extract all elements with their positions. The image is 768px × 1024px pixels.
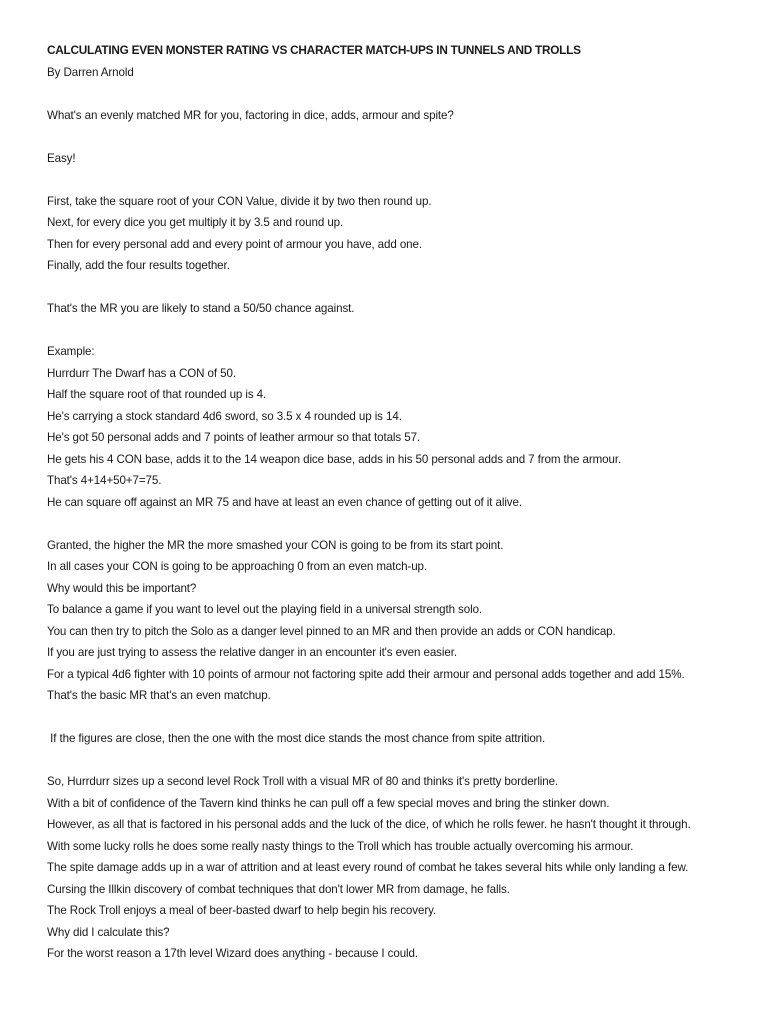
step-line: Then for every personal add and every point of armour you have, add one. — [47, 237, 422, 251]
discussion-line: You can then try to pitch the Solo as a danger level pinned to an MR and then provide an adds or CON handicap. — [47, 624, 616, 638]
example-line: He's got 50 personal adds and 7 points of leather armour so that totals 57. — [47, 431, 421, 444]
story-line: The Rock Troll enjoys a meal of beer-basted dwarf to help begin his recovery. — [47, 904, 437, 917]
discussion-line: That's the basic MR that's an even matchup. — [47, 689, 271, 702]
byline: By Darren Arnold — [47, 65, 134, 79]
story-line: Why did I calculate this? — [47, 925, 170, 939]
spacer — [47, 320, 747, 342]
discussion-line: If you are just trying to assess the relative danger in an encounter it's even easier. — [47, 646, 457, 659]
discussion-line: For a typical 4d6 fighter with 10 points of armour not factoring spite add their armour and personal adds together and add 15%. — [47, 667, 685, 681]
story-line: For the worst reason a 17th level Wizard does anything - because I could. — [47, 947, 418, 960]
story-line: However, as all that is factored in his personal adds and the luck of the dice, of which he rolls fewer. he hasn't thought it through. — [47, 818, 691, 831]
example-line: He can square off against an MR 75 and have at least an even chance of getting out of it alive. — [47, 495, 522, 509]
story-line: So, Hurrdurr sizes up a second level Rock Troll with a visual MR of 80 and thinks it's pretty borderline. — [47, 775, 559, 788]
discussion-line: Why would this be important? — [47, 581, 197, 595]
example-line: Hurrdurr The Dwarf has a CON of 50. — [47, 366, 236, 380]
story-line: Cursing the Illkin discovery of combat techniques that don't lower MR from damage, he falls. — [47, 882, 510, 896]
result-line: That's the MR you are likely to stand a 50/50 chance against. — [47, 302, 355, 315]
discussion-line: Granted, the higher the MR the more smashed your CON is going to be from its start point. — [47, 538, 504, 552]
spacer — [47, 513, 747, 535]
intro-question: What's an evenly matched MR for you, factoring in dice, adds, armour and spite? — [47, 108, 454, 122]
document-body — [47, 40, 747, 965]
story-line: The spite damage adds up in a war of attrition and at least every round of combat he takes several hits while only landing a few. — [47, 861, 689, 874]
example-line: That's 4+14+50+7=75. — [47, 474, 162, 487]
easy-line: Easy! — [47, 151, 76, 165]
discussion-line: In all cases your CON is going to be approaching 0 from an even match-up. — [47, 560, 428, 573]
example-line: Half the square root of that rounded up is 4. — [47, 388, 267, 401]
step-line: Finally, add the four results together. — [47, 259, 230, 272]
example-line: He gets his 4 CON base, adds it to the 14 weapon dice base, adds in his 50 personal adds and 7 from the armour. — [47, 452, 622, 466]
spacer — [47, 83, 747, 105]
story-line: With a bit of confidence of the Tavern kind thinks he can pull off a few special moves and bring the stinker down. — [47, 796, 610, 810]
spacer — [47, 277, 747, 299]
spacer — [47, 126, 747, 148]
spacer — [47, 750, 747, 772]
example-heading: Example: — [47, 345, 95, 358]
step-line: First, take the square root of your CON Value, divide it by two then round up. — [47, 194, 432, 208]
story-line: With some lucky rolls he does some really nasty things to the Troll which has trouble actually overcoming his armour. — [47, 839, 634, 853]
figures-note: If the figures are close, then the one with the most dice stands the most chance from spite attrition. — [47, 732, 546, 745]
spacer — [47, 169, 747, 191]
discussion-line: To balance a game if you want to level out the playing field in a universal strength solo. — [47, 603, 483, 616]
example-line: He's carrying a stock standard 4d6 sword, so 3.5 x 4 rounded up is 14. — [47, 409, 402, 423]
step-line: Next, for every dice you get multiply it by 3.5 and round up. — [47, 216, 344, 229]
spacer — [47, 707, 747, 729]
document-title: CALCULATING EVEN MONSTER RATING VS CHARACTER MATCH-UPS IN TUNNELS AND TROLLS — [47, 43, 581, 57]
